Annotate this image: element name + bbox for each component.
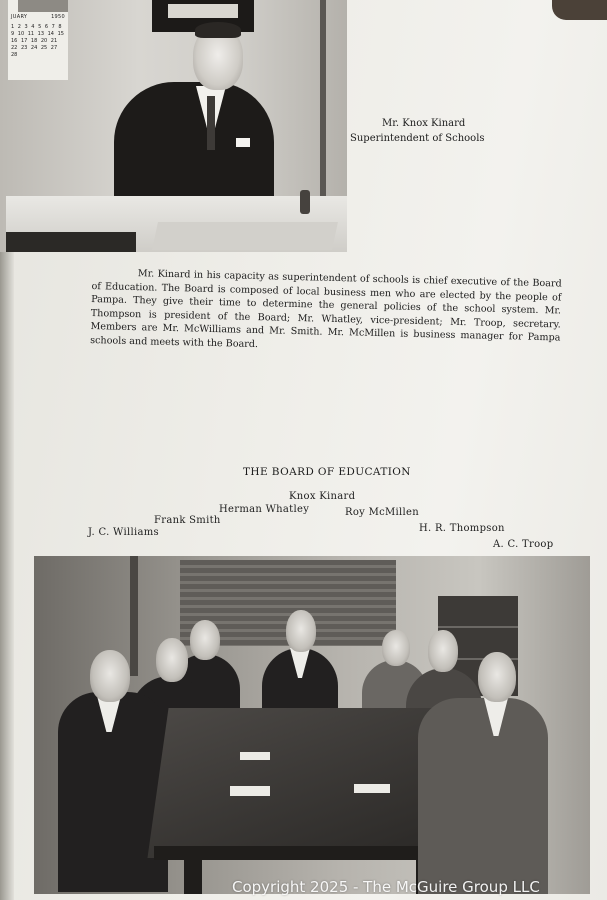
table-leg xyxy=(184,860,202,894)
table-paper xyxy=(230,786,270,796)
person-face xyxy=(286,610,316,652)
member-name: H. R. Thompson xyxy=(419,523,505,534)
caption-name: Mr. Knox Kinard xyxy=(382,118,466,129)
member-name: Knox Kinard xyxy=(289,491,356,502)
calendar-year: 1950 xyxy=(51,14,65,20)
superintendent-photo xyxy=(0,0,347,252)
caption-title: Superintendent of Schools xyxy=(350,133,485,144)
door-frame xyxy=(320,0,326,200)
description-paragraph: Mr. Kinard in his capacity as superintendent of schools is chief executive of the Board of Education. The Board is composed of local business men who are elected by the people of Pampa. They give their time to determine the general policies of the school system. Mr. Thompson is president of the Board; Mr. Whatley, vice-president; Mr. Troop, secretary. Members are Mr. McWilliams and Mr. Smith. Mr. McMillen is business manager for Pampa schools and meets with the Board. xyxy=(90,268,562,350)
member-name: Herman Whatley xyxy=(219,504,310,515)
person-face xyxy=(156,638,188,682)
calendar-header xyxy=(8,12,68,22)
wall-post xyxy=(130,556,138,676)
person-face xyxy=(90,650,130,702)
calendar-days: 1 2 3 4 5 6 7 8 9 10 11 13 14 15 16 17 18 20 21 22 23 24 25 27 28 xyxy=(11,24,64,58)
desk-lamp xyxy=(300,190,310,214)
member-name: Frank Smith xyxy=(154,515,221,526)
page-corner-background xyxy=(552,0,607,20)
board-heading: THE BOARD OF EDUCATION xyxy=(243,466,411,478)
member-name: A. C. Troop xyxy=(493,539,554,550)
copyright-watermark: Copyright 2025 - The McGuire Group LLC xyxy=(232,878,540,896)
wall-frame-picture xyxy=(168,4,238,18)
man-hair xyxy=(195,22,241,38)
table-paper xyxy=(354,784,390,793)
desk-papers xyxy=(152,222,338,250)
table-paper xyxy=(240,752,270,760)
person-face xyxy=(428,630,458,672)
person-face xyxy=(382,630,410,666)
calendar-picture xyxy=(18,0,68,12)
board-group-photo xyxy=(34,556,590,894)
member-name: J. C. Williams xyxy=(88,527,159,538)
member-name: Roy McMillen xyxy=(345,507,420,518)
person-suit xyxy=(418,698,548,894)
person-face xyxy=(190,620,220,660)
wall-calendar xyxy=(8,0,68,80)
calendar-month: JUARY xyxy=(11,14,28,20)
cabinet-drawer-line xyxy=(438,626,518,628)
desk-front xyxy=(6,232,136,252)
man-tie xyxy=(207,96,215,150)
person-face xyxy=(478,652,516,702)
portrait-caption xyxy=(350,116,520,146)
pocket-square xyxy=(236,138,250,147)
table-edge xyxy=(154,846,460,860)
